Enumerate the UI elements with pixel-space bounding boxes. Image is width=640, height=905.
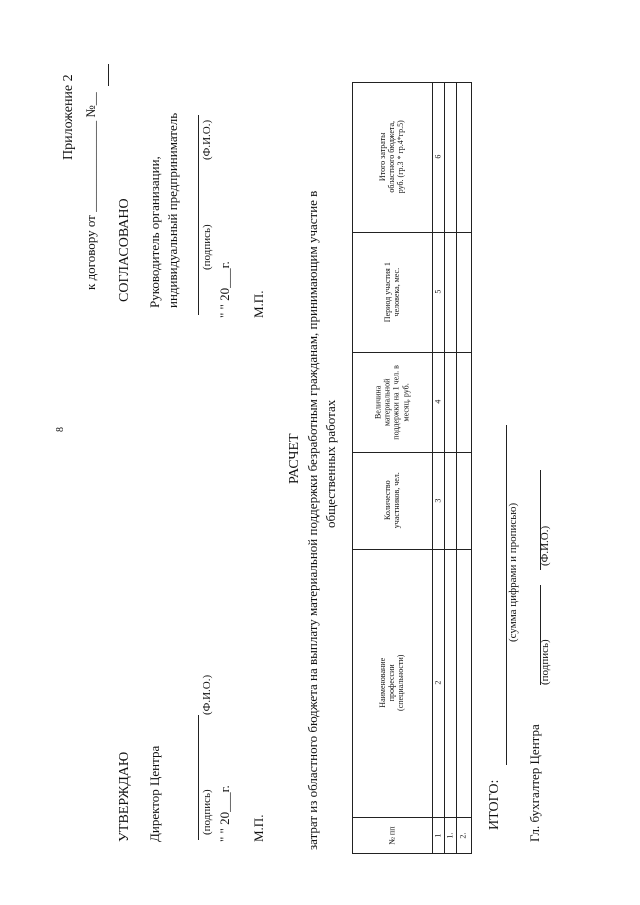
accountant-signature-caption: (подпись) (539, 639, 551, 685)
agreed-signature-caption: (подпись) (201, 224, 213, 270)
table-row-1-number: 1. (445, 832, 455, 839)
document-subtitle-line1: затрат из областного бюджета на выплату материальной поддержки безработным гражданам, принимающим участие в (305, 190, 320, 850)
document-subtitle-line2: общественных работах (323, 399, 338, 528)
approved-date-line: " " 20___г. (217, 785, 232, 842)
column-number-1: 1 (433, 833, 443, 838)
column-number-6: 6 (433, 155, 443, 159)
agreed-signature-line (198, 115, 199, 315)
appendix-number-line (108, 64, 109, 86)
agreed-title: СОГЛАСОВАНО (117, 198, 132, 302)
agreed-position-line2: индивидуальный предприниматель (165, 112, 180, 308)
approved-signature-line (198, 715, 199, 840)
column-number-4: 4 (433, 400, 443, 404)
agreed-position-line1: Руководитель организации, (147, 156, 162, 308)
document-title: РАСЧЕТ (287, 433, 302, 484)
calculation-table (352, 82, 472, 854)
column-number-2: 2 (433, 681, 443, 685)
header-profession: Наименование профессии (специальности) (378, 654, 406, 712)
accountant-label: Гл. бухгалтер Центра (527, 724, 542, 842)
header-participants: Количество участников, чел. (382, 472, 401, 529)
accountant-name-caption: (Ф.И.О.) (539, 525, 551, 566)
approved-title: УТВЕРЖДАЮ (117, 751, 132, 842)
agreed-name-caption: (Ф.И.О.) (201, 119, 213, 160)
header-total-cost: Итого затраты областного бюджета, руб. (гр.3 * гр.4*гр.5) (378, 120, 406, 194)
appendix-contract-line: к договору от ______________ №__ (83, 92, 98, 290)
header-support-amount: Величина материальной поддержки на 1 чел. в месяц, руб. (373, 364, 411, 440)
approved-position: Директор Центра (147, 745, 162, 842)
agreed-stamp: М.П. (251, 290, 266, 318)
header-period: Период участия 1 человека, мес. (382, 261, 401, 323)
total-label: ИТОГО: (487, 779, 502, 830)
column-number-5: 5 (433, 290, 443, 294)
table-row-2-number: 2. (458, 832, 468, 839)
page-number: 8 (55, 427, 66, 432)
appendix-title: Приложение 2 (61, 74, 76, 160)
column-number-3: 3 (433, 498, 443, 503)
total-caption: (сумма цифрами и прописью) (507, 502, 519, 642)
agreed-date-line: " " 20___г. (217, 261, 232, 318)
approved-stamp: М.П. (251, 814, 266, 842)
header-number: № пп (387, 826, 397, 845)
approved-name-caption: (Ф.И.О.) (201, 674, 213, 715)
approved-signature-caption: (подпись) (201, 789, 213, 835)
